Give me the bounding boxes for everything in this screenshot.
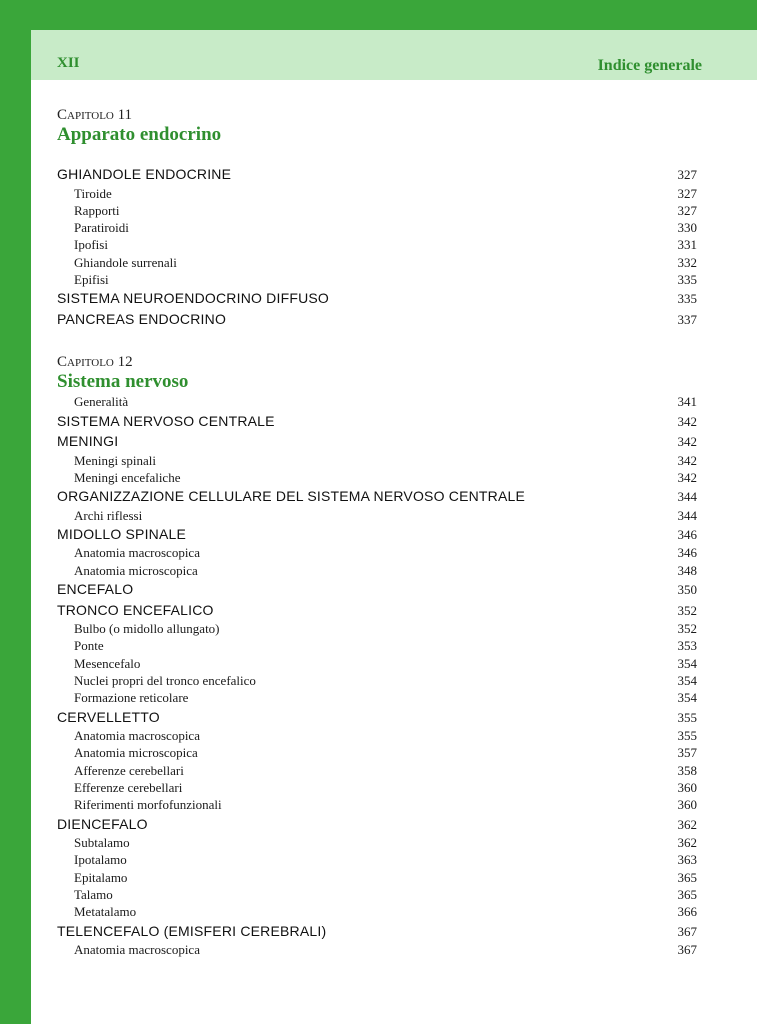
toc-page-number: 362 xyxy=(677,835,697,851)
toc-section-label: DIENCEFALO xyxy=(57,815,148,832)
toc-page-number: 348 xyxy=(677,562,697,578)
toc-subsection-row[interactable] xyxy=(57,744,697,761)
toc-page-number: 350 xyxy=(677,582,697,598)
toc-subsection-label: Rapporti xyxy=(74,202,120,218)
toc-subsection-row[interactable] xyxy=(57,834,697,851)
toc-subsection-row[interactable] xyxy=(57,219,697,236)
toc-section-row[interactable] xyxy=(57,164,697,185)
toc-page-number: 362 xyxy=(677,816,697,832)
toc-page-number: 330 xyxy=(677,220,697,236)
toc-section-row[interactable] xyxy=(57,309,697,330)
toc-subsection-row[interactable] xyxy=(57,254,697,271)
toc-subsection-row[interactable] xyxy=(57,655,697,672)
toc-page-number: 341 xyxy=(677,394,697,410)
toc-page-number: 365 xyxy=(677,886,697,902)
toc-section-row[interactable] xyxy=(57,707,697,728)
toc-page-number: 342 xyxy=(677,413,697,429)
toc-page-number: 367 xyxy=(677,942,697,958)
toc-subsection-label: Efferenze cerebellari xyxy=(74,779,183,795)
toc-subsection-label: Paratiroidi xyxy=(74,220,129,236)
toc-page-number: 342 xyxy=(677,452,697,468)
toc-page-number: 363 xyxy=(677,852,697,868)
toc-subsection-row[interactable] xyxy=(57,779,697,796)
toc-subsection-label: Riferimenti morfofunzionali xyxy=(74,797,222,813)
toc-page-number: 327 xyxy=(677,185,697,201)
toc-page-number: 342 xyxy=(677,434,697,450)
toc-page-number: 327 xyxy=(677,202,697,218)
toc-page-number: 354 xyxy=(677,690,697,706)
toc-page-number: 353 xyxy=(677,638,697,654)
toc-subsection-label: Ghiandole surrenali xyxy=(74,254,177,270)
toc-subsection-label: Talamo xyxy=(74,886,113,902)
toc-page-number: 332 xyxy=(677,254,697,270)
toc-section-row[interactable] xyxy=(57,431,697,452)
toc-page-number: 346 xyxy=(677,545,697,561)
toc-subsection-label: Mesencefalo xyxy=(74,655,141,671)
toc-section-label: GHIANDOLE ENDOCRINE xyxy=(57,166,232,182)
toc-subsection-label: Tiroide xyxy=(74,185,112,201)
toc-section-row[interactable] xyxy=(57,600,697,621)
toc-subsection-label: Ponte xyxy=(74,638,104,654)
toc-page-number: 352 xyxy=(677,602,697,618)
toc-section-label: MIDOLLO SPINALE xyxy=(57,525,187,542)
toc-page-number: 337 xyxy=(677,311,697,327)
toc-subsection-label: Ipofisi xyxy=(74,237,108,253)
toc-section-label: PANCREAS ENDOCRINO xyxy=(57,310,227,327)
toc-subsection-row[interactable] xyxy=(57,271,697,288)
toc-section-label: TELENCEFALO (EMISFERI CEREBRALI) xyxy=(57,922,327,939)
toc-subsection-label: Formazione reticolare xyxy=(74,690,189,706)
header-page-number: XII xyxy=(57,55,80,71)
toc-subsection-row[interactable] xyxy=(57,393,697,410)
toc-subsection-row[interactable] xyxy=(57,903,697,920)
toc-subsection-row[interactable] xyxy=(57,796,697,813)
toc-subsection-label: Nuclei propri del tronco encefalico xyxy=(74,672,256,688)
toc-subsection-row[interactable] xyxy=(57,620,697,637)
toc-subsection-row[interactable] xyxy=(57,236,697,253)
toc-subsection-label: Metatalamo xyxy=(74,904,137,920)
toc-subsection-label: Epifisi xyxy=(74,271,109,287)
toc-subsection-row[interactable] xyxy=(57,727,697,744)
toc-section-row[interactable] xyxy=(57,524,697,545)
toc-subsection-label: Anatomia macroscopica xyxy=(74,545,200,561)
toc-subsection-label: Anatomia microscopica xyxy=(74,745,198,761)
toc-page-number: 346 xyxy=(677,526,697,542)
toc-subsection-row[interactable] xyxy=(57,469,697,486)
toc-page-number: 327 xyxy=(677,167,697,182)
toc-subsection-label: Ipotalamo xyxy=(74,852,127,868)
toc-subsection-label: Subtalamo xyxy=(74,835,130,851)
toc-subsection-label: Meningi spinali xyxy=(74,452,156,468)
toc-section-label: SISTEMA NERVOSO CENTRALE xyxy=(57,412,275,429)
left-color-bar xyxy=(0,0,31,1024)
header-title: Indice generale xyxy=(597,57,702,74)
top-color-bar xyxy=(31,0,757,30)
chapter-label: Capitolo 12 xyxy=(57,354,133,371)
toc-page-number: 355 xyxy=(677,728,697,744)
chapter-12 xyxy=(57,353,697,958)
chapter-label: Capitolo 11 xyxy=(57,107,133,123)
toc-page-number: 335 xyxy=(677,291,697,307)
toc-subsection-row[interactable] xyxy=(57,544,697,561)
toc-subsection-row[interactable] xyxy=(57,562,697,579)
toc-page-number: 358 xyxy=(677,762,697,778)
toc-section-row[interactable] xyxy=(57,288,697,309)
table-of-contents xyxy=(57,106,697,958)
toc-subsection-row[interactable] xyxy=(57,941,697,958)
toc-subsection-row[interactable] xyxy=(57,672,697,689)
toc-page-number: 367 xyxy=(677,923,697,939)
toc-page-number: 352 xyxy=(677,621,697,637)
toc-section-row[interactable] xyxy=(57,579,697,600)
toc-subsection-label: Anatomia macroscopica xyxy=(74,942,200,958)
toc-page-number: 355 xyxy=(677,709,697,725)
toc-section-row[interactable] xyxy=(57,411,697,432)
toc-subsection-row[interactable] xyxy=(57,185,697,202)
toc-section-row[interactable] xyxy=(57,486,697,507)
toc-subsection-label: Afferenze cerebellari xyxy=(74,762,184,778)
toc-subsection-label: Epitalamo xyxy=(74,869,128,885)
toc-page-number: 366 xyxy=(677,904,697,920)
toc-section-label: CERVELLETTO xyxy=(57,708,160,725)
toc-subsection-row[interactable] xyxy=(57,637,697,654)
toc-subsection-row[interactable] xyxy=(57,507,697,524)
toc-page-number: 365 xyxy=(677,869,697,885)
toc-subsection-label: Meningi encefaliche xyxy=(74,469,181,485)
toc-page-number: 360 xyxy=(677,779,697,795)
toc-page-number: 354 xyxy=(677,655,697,671)
toc-subsection-row[interactable] xyxy=(57,886,697,903)
toc-subsection-row[interactable] xyxy=(57,689,697,706)
chapter-title: Sistema nervoso xyxy=(57,371,189,393)
toc-section-label: SISTEMA NEUROENDOCRINO DIFFUSO xyxy=(57,290,330,307)
toc-subsection-label: Bulbo (o midollo allungato) xyxy=(74,621,220,637)
toc-subsection-row[interactable] xyxy=(57,762,697,779)
toc-section-row[interactable] xyxy=(57,921,697,942)
toc-section-label: TRONCO ENCEFALICO xyxy=(57,601,214,618)
toc-section-label: ORGANIZZAZIONE CELLULARE DEL SISTEMA NERVOSO CENTRALE xyxy=(57,488,526,505)
toc-page-number: 335 xyxy=(677,271,697,287)
toc-page-number: 360 xyxy=(677,797,697,813)
toc-section-label: MENINGI xyxy=(57,433,119,450)
chapter-title: Apparato endocrino xyxy=(57,124,222,145)
toc-section-label: ENCEFALO xyxy=(57,581,134,598)
toc-subsection-row[interactable] xyxy=(57,851,697,868)
toc-page-number: 344 xyxy=(677,489,697,505)
toc-page-number: 344 xyxy=(677,507,697,523)
toc-subsection-row[interactable] xyxy=(57,452,697,469)
toc-subsection-label: Generalità xyxy=(74,394,129,410)
toc-subsection-label: Anatomia microscopica xyxy=(74,562,198,578)
toc-subsection-label: Anatomia macroscopica xyxy=(74,728,200,744)
chapter-11 xyxy=(57,106,697,329)
toc-page-number: 331 xyxy=(677,237,697,253)
toc-page-number: 342 xyxy=(677,469,697,485)
toc-subsection-row[interactable] xyxy=(57,869,697,886)
toc-page-number: 357 xyxy=(677,745,697,761)
toc-section-row[interactable] xyxy=(57,814,697,835)
toc-page-number: 354 xyxy=(677,672,697,688)
toc-subsection-row[interactable] xyxy=(57,202,697,219)
toc-subsection-label: Archi riflessi xyxy=(74,507,143,523)
